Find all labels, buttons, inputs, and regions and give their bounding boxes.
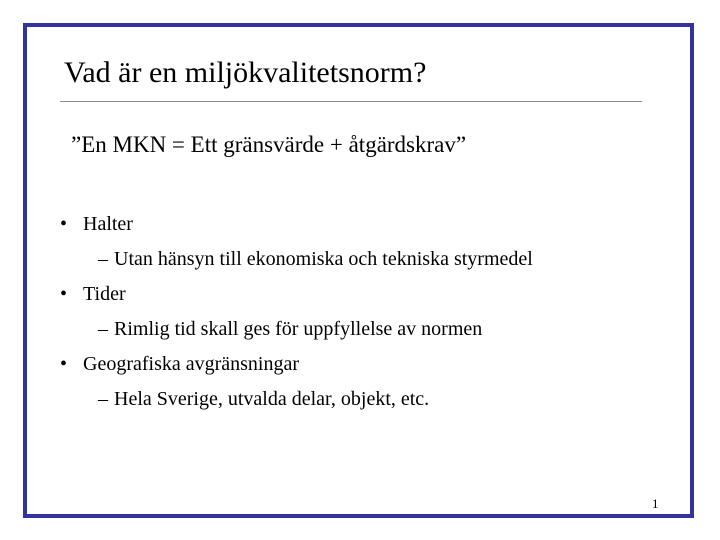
bullet-text: Geografiska avgränsningar (83, 353, 300, 375)
title-divider (60, 101, 642, 102)
sub-bullet-text: Hela Sverige, utvalda delar, objekt, etc. (114, 388, 430, 410)
sub-bullet-item (60, 245, 670, 280)
bullet-item (60, 350, 670, 385)
bullet-item (60, 210, 670, 245)
page-number: 1 (652, 496, 659, 511)
sub-bullet-marker: – (98, 248, 108, 270)
sub-bullet-marker: – (98, 388, 108, 410)
sub-bullet-item (60, 315, 670, 350)
sub-bullet-text: Utan hänsyn till ekonomiska och tekniska styrmedel (114, 248, 533, 270)
sub-bullet-marker: – (98, 318, 108, 340)
bullet-list (60, 210, 670, 420)
bullet-text: Halter (83, 213, 133, 235)
bullet-marker: • (60, 353, 68, 375)
bullet-item (60, 280, 670, 315)
bullet-marker: • (60, 283, 68, 305)
bullet-marker: • (60, 213, 68, 235)
sub-bullet-item (60, 385, 670, 420)
slide-title: Vad är en miljökvalitetsnorm? (64, 56, 427, 89)
bullet-text: Tider (83, 283, 126, 305)
sub-bullet-text: Rimlig tid skall ges för uppfyllelse av normen (114, 318, 483, 340)
slide-subtitle: ”En MKN = Ett gränsvärde + åtgärdskrav” (71, 132, 467, 157)
